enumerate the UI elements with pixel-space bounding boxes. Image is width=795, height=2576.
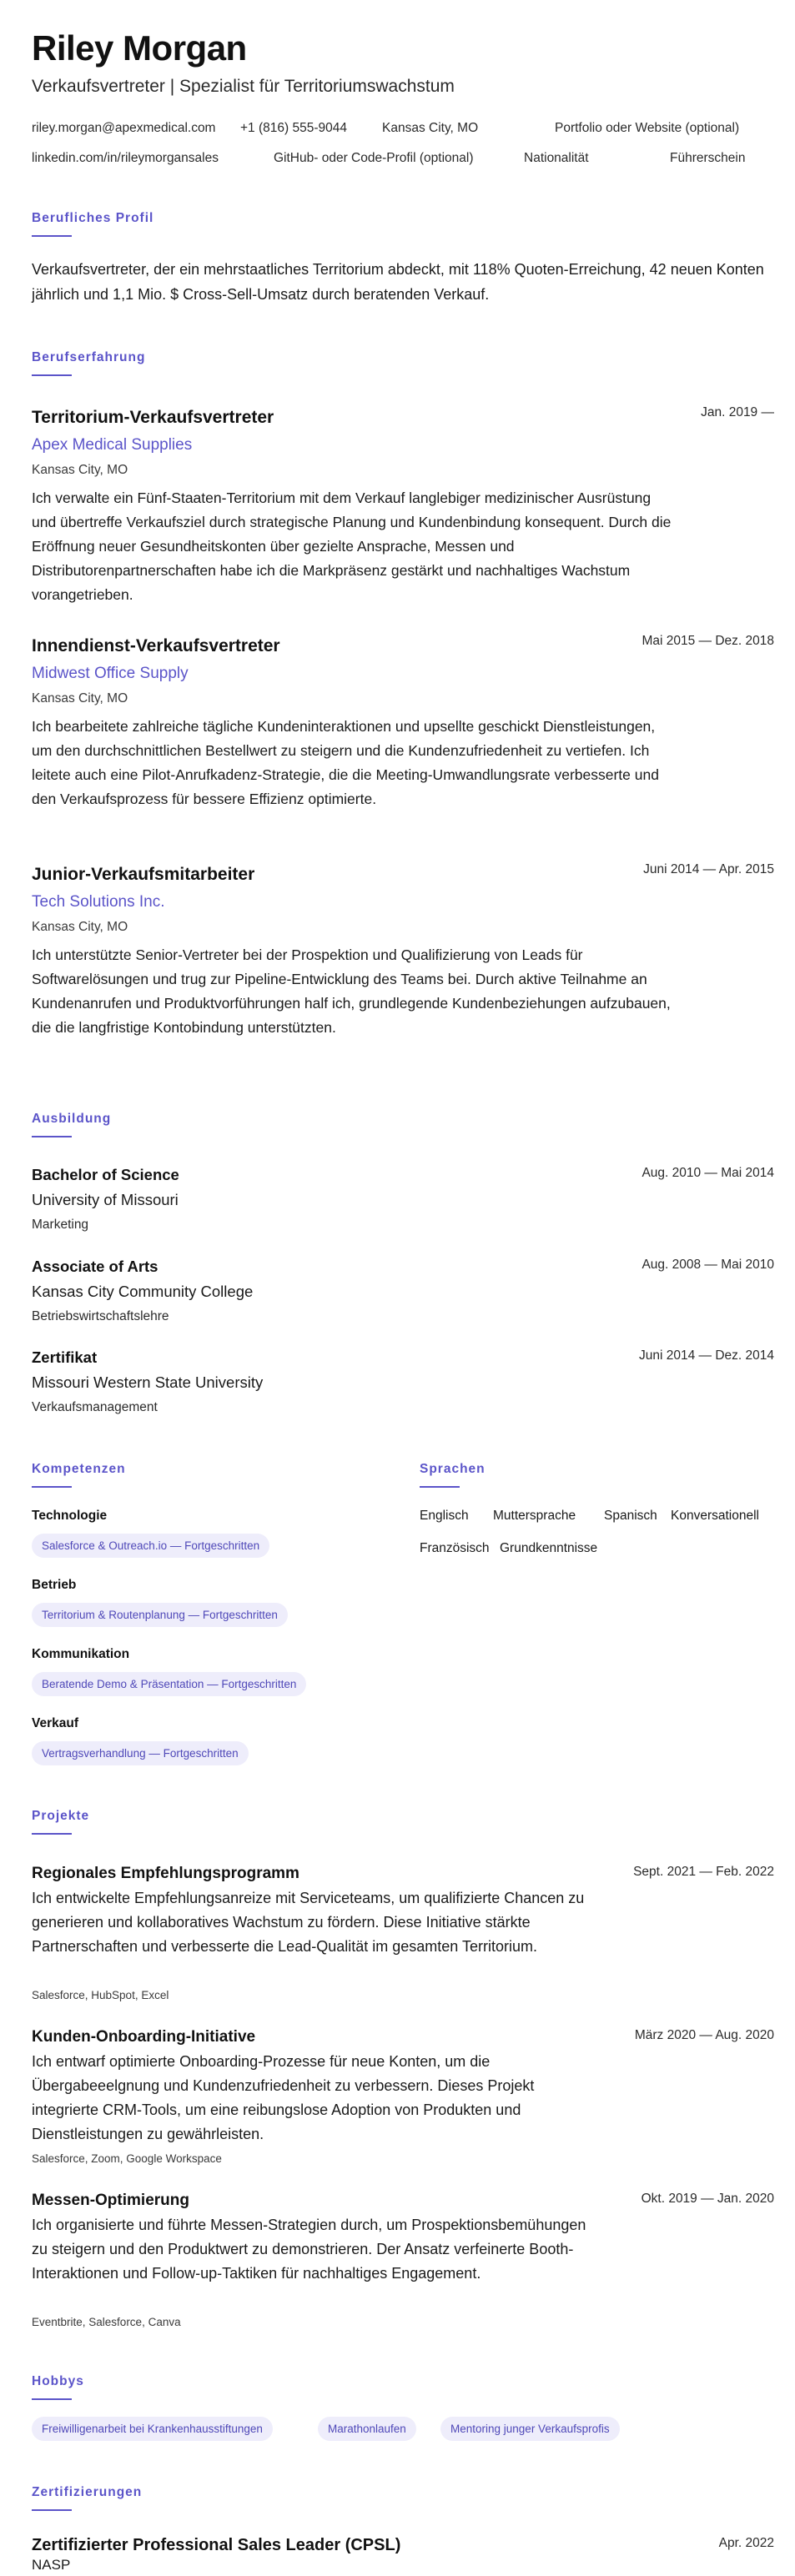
edu-degree: Associate of Arts [32,1258,158,1275]
job-title: Innendienst-Verkaufsvertreter [32,636,280,655]
project-tech: Salesforce, HubSpot, Excel [32,1989,169,2001]
candidate-name: Riley Morgan [32,28,247,68]
edu-date: Aug. 2008 — Mai 2010 [642,1258,774,1272]
job-date: Jan. 2019 — [701,405,774,419]
edu-degree: Bachelor of Science [32,1166,179,1183]
contact-location: Kansas City, MO [382,121,479,135]
job-location: Kansas City, MO [32,691,128,706]
hobby-chip: Freiwilligenarbeit bei Krankenhausstiftungen [32,2417,273,2441]
section-title-profile: Berufliches Profil [32,211,154,225]
headline: Verkaufsvertreter | Spezialist für Territoriumswachstum [32,77,455,96]
section-title-languages: Sprachen [420,1462,486,1476]
section-title-projects: Projekte [32,1809,90,1823]
job-title: Junior-Verkaufsmitarbeiter [32,865,255,884]
edu-field: Verkaufsmanagement [32,1400,158,1414]
job-description: Ich unterstützte Senior-Vertreter bei der Prospektion und Qualifizierung von Leads für Softwarelösungen und trug zur Pipeline-Entwicklung des Teams bei. Durch aktive Teilnahme an Kundenanrufen und Produktvorführungen half ich, grundlegende Kundenbeziehungen aufzubauen, die die langfristige Kontobindung unterstützten. [32,947,671,1036]
cert-issuer: NASP [32,2557,71,2573]
job-description: Ich bearbeitete zahlreiche tägliche Kundeninteraktionen und upsellte geschickt Dienstleistungen, um den durchschnittlichen Bestellwert zu steigern und die Kundenzufriedenheit zu vertiefen. Ich leitete auch eine Pilot-Anrufkadenz-Strategie, die die Meeting-Umwandlungsrate verbesserte und den Verkaufsprozess für bessere Effizienz optimierte. [32,718,659,807]
section-title-hobbies: Hobbys [32,2374,84,2388]
section-title-education: Ausbildung [32,1112,112,1126]
skill-chip: Vertragsverhandlung — Fortgeschritten [32,1741,249,1765]
skill-category: Kommunikation [32,1647,130,1661]
section-rule [32,235,72,237]
project-tech: Eventbrite, Salesforce, Canva [32,2316,181,2328]
skill-category: Verkauf [32,1716,79,1730]
cert-name: Zertifizierter Professional Sales Leader (CPSL) [32,2536,401,2554]
section-title-certifications: Zertifizierungen [32,2485,143,2499]
edu-institution: University of Missouri [32,1191,179,1208]
language-name: Französisch [420,1541,490,1555]
language-level: Grundkenntnisse [500,1541,598,1555]
job-title: Territorium-Verkaufsvertreter [32,408,274,427]
language-name: Englisch [420,1509,469,1523]
hobby-chip: Mentoring junger Verkaufsprofis [440,2417,620,2441]
contact-license: Führerschein [670,151,746,165]
project-date: März 2020 — Aug. 2020 [634,2028,774,2042]
section-rule [32,374,72,376]
contact-github[interactable]: GitHub- oder Code-Profil (optional) [274,151,474,165]
section-rule [32,1486,72,1488]
skill-chip: Beratende Demo & Präsentation — Fortgeschritten [32,1672,306,1696]
job-location: Kansas City, MO [32,463,128,477]
edu-institution: Kansas City Community College [32,1283,254,1300]
hobby-chip: Marathonlaufen [318,2417,416,2441]
project-date: Okt. 2019 — Jan. 2020 [641,2192,774,2206]
edu-field: Betriebswirtschaftslehre [32,1309,169,1323]
job-company: Midwest Office Supply [32,665,189,682]
section-rule [420,1486,460,1488]
section-title-experience: Berufserfahrung [32,350,146,364]
section-rule [32,1833,72,1835]
section-rule [32,2398,72,2400]
language-name: Spanisch [604,1509,657,1523]
project-date: Sept. 2021 — Feb. 2022 [633,1865,774,1879]
cert-date: Apr. 2022 [718,2536,774,2550]
contact-phone[interactable]: +1 (816) 555-9044 [240,121,347,135]
project-description: Ich entwarf optimierte Onboarding-Prozesse für neue Konten, um die Übergabeeelgnung und Kundenzufriedenheit zu verbessern. Dieses Projekt integrierte CRM-Tools, um eine reibungslose Adoption von Produkten und Dienstleistungen zu gewährleisten. [32,2053,535,2142]
project-description: Ich entwickelte Empfehlungsanreize mit Serviceteams, um qualifizierte Chancen zu generieren und kollaboratives Wachstum zu fördern. Diese Initiative stärkte Partnerschaften und verbesserte die Lead-Qualität im gesamten Territorium. [32,1890,585,1955]
project-description: Ich organisierte und führte Messen-Strategien durch, um Prospektionsbemühungen zu steigern und den Produktwert zu demonstrieren. Der Ansatz verfeinerte Booth-Interaktionen und Follow-up-Taktiken für nachhaltiges Engagement. [32,2217,586,2282]
section-rule [32,1136,72,1137]
edu-degree: Zertifikat [32,1348,98,1366]
skill-category: Betrieb [32,1578,77,1592]
job-location: Kansas City, MO [32,920,128,934]
edu-date: Juni 2014 — Dez. 2014 [639,1348,774,1363]
project-name: Messen-Optimierung [32,2192,189,2209]
language-level: Muttersprache [493,1509,576,1523]
project-tech: Salesforce, Zoom, Google Workspace [32,2152,222,2165]
job-description: Ich verwalte ein Fünf-Staaten-Territorium mit dem Verkauf langlebiger medizinischer Ausrüstung und übertreffe Verkaufsziel durch strategische Planung und Kundenbindung konsequent. Durch die Eröffnung neuer Gesundheitskonten über gezielte Ansprache, Messen und Distributorenpartnerschaften habe ich die Markpräsenz gestärkt und nachhaltiges Wachstum vorangetrieben. [32,490,672,603]
contact-linkedin[interactable]: linkedin.com/in/rileymorgansales [32,151,219,165]
job-date: Mai 2015 — Dez. 2018 [642,634,774,648]
project-name: Regionales Empfehlungsprogramm [32,1865,299,1882]
contact-portfolio[interactable]: Portfolio oder Website (optional) [555,121,740,135]
job-date: Juni 2014 — Apr. 2015 [643,862,774,876]
job-company: Apex Medical Supplies [32,436,193,454]
project-name: Kunden-Onboarding-Initiative [32,2028,256,2046]
edu-field: Marketing [32,1218,89,1232]
profile-summary: Verkaufsvertreter, der ein mehrstaatliches Territorium abdeckt, mit 118% Quoten-Erreichung, 42 neuen Konten jährlich und 1,1 Mio. $ Cross-Sell-Umsatz durch beratenden Verkauf. [32,261,764,303]
skill-chip: Salesforce & Outreach.io — Fortgeschritten [32,1534,269,1558]
contact-nationality: Nationalität [524,151,589,165]
skill-chip: Territorium & Routenplanung — Fortgeschritten [32,1603,288,1627]
contact-email[interactable]: riley.morgan@apexmedical.com [32,121,216,135]
job-company: Tech Solutions Inc. [32,893,165,911]
language-level: Konversationell [671,1509,759,1523]
skill-category: Technologie [32,1509,108,1523]
edu-institution: Missouri Western State University [32,1373,264,1391]
edu-date: Aug. 2010 — Mai 2014 [642,1166,774,1180]
section-rule [32,2509,72,2511]
section-title-skills: Kompetenzen [32,1462,126,1476]
